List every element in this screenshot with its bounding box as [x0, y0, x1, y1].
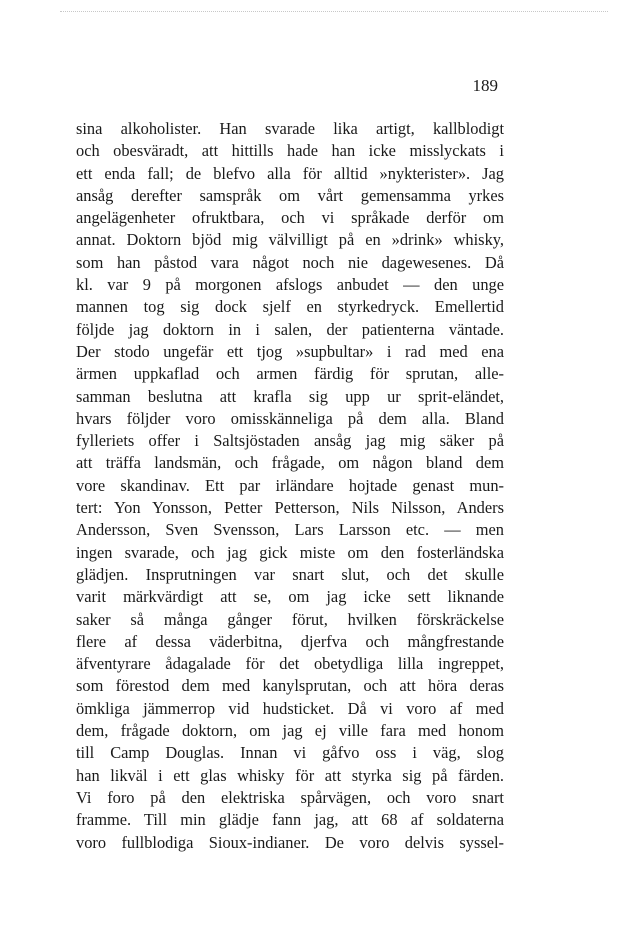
text-line: dem, frågade doktorn, om jag ej ville fara med honom: [76, 721, 504, 741]
page-number: 189: [472, 76, 498, 95]
text-line: glädjen. Insprutningen var snart slut, och det skulle: [76, 564, 504, 584]
text-line: saker så många gånger förut, hvilken förskräckelse: [76, 609, 504, 629]
text-line: kl. var 9 på morgonen afslogs anbudet — den unge: [76, 275, 504, 295]
text-line: ingen svarade, och jag gick miste om den fosterländska: [76, 542, 504, 562]
text-line: framme. Till min glädje fann jag, att 68 af soldaterna: [76, 810, 504, 830]
text-line: angelägenheter ofruktbara, och vi språkade derför om: [76, 208, 504, 228]
text-line: fylleriets offer i Saltsjöstaden ansåg jag mig säker på: [76, 431, 504, 451]
text-line: mannen tog sig dock sjelf en styrkedryck. Emellertid: [76, 297, 504, 317]
text-line: ärmen uppkaflad och armen färdig för sprutan, alle-: [76, 364, 504, 384]
text-line: Der stodo ungefär ett tjog »supbultar» i rad med ena: [76, 341, 504, 361]
text-line: Andersson, Sven Svensson, Lars Larsson etc. — men: [76, 520, 504, 540]
text-line: äfventyrare ådagalade för det obetydliga lilla ingreppet,: [76, 654, 504, 674]
text-line: sina alkoholister. Han svarade lika artigt, kallblodigt: [76, 119, 504, 138]
text-line: ett enda fall; de blefvo alla för alltid »nykterister». Jag: [76, 163, 504, 183]
text-line: som förestod dem med kanylsprutan, och att höra deras: [76, 676, 504, 696]
text-line: tert: Yon Yonsson, Petter Petterson, Nils Nilsson, Anders: [76, 498, 504, 518]
text-line: till Camp Douglas. Innan vi gåfvo oss i väg, slog: [76, 743, 504, 763]
text-line: samman beslutna att krafla sig upp ur sprit-eländet,: [76, 386, 504, 406]
text-line: Vi foro på den elektriska spårvägen, och voro snart: [76, 787, 504, 807]
scan-edge-line: [60, 11, 608, 12]
text-line: vore skandinav. Ett par irländare hojtade genast mun-: [76, 475, 504, 495]
text-line: och obesväradt, att hittills hade han icke misslyckats i: [76, 141, 504, 161]
text-line: voro fullblodiga Sioux-indianer. De voro delvis syssel-: [76, 832, 504, 852]
text-line: följde jag doktorn in i salen, der patienterna väntade.: [76, 319, 504, 339]
text-line: som han påstod vara något noch nie dagewesenes. Då: [76, 252, 504, 272]
body-text: [76, 118, 504, 854]
text-line: ömkliga jämmerrop vid hudsticket. Då vi voro af med: [76, 698, 504, 718]
text-line: han likväl i ett glas whisky för att styrka sig på färden.: [76, 765, 504, 785]
text-line: annat. Doktorn bjöd mig välvilligt på en »drink» whisky,: [76, 230, 504, 250]
text-line: varit märkvärdigt att se, om jag icke sett liknande: [76, 587, 504, 607]
text-line: flere af dessa väderbitna, djerfva och mångfrestande: [76, 631, 504, 651]
text-line: hvars följder voro omisskänneliga på dem alla. Bland: [76, 408, 504, 428]
text-line: att träffa landsmän, och frågade, om någon bland dem: [76, 453, 504, 473]
text-line: ansåg derefter samspråk om vårt gemensamma yrkes: [76, 185, 504, 205]
